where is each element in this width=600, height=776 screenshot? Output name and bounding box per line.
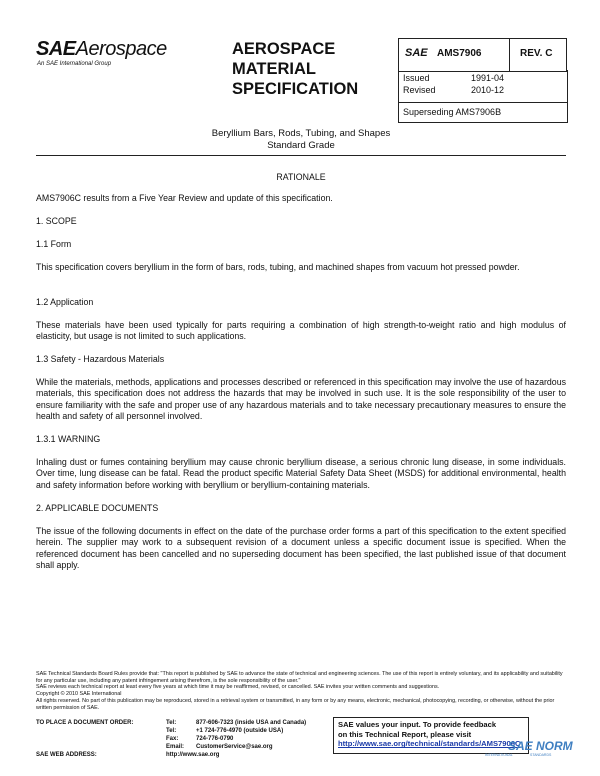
issued-label: Issued bbox=[403, 73, 430, 83]
sae-norm-watermark-logo: SAE NORM bbox=[508, 739, 573, 753]
box-sae-mark: SAE bbox=[405, 47, 428, 59]
rationale-text: AMS7906C results from a Five Year Review and update of this specification. bbox=[36, 193, 333, 203]
title-line-2: MATERIAL bbox=[232, 60, 317, 78]
order-contact-block bbox=[36, 719, 336, 759]
tel-value: 877-606-7323 (inside USA and Canada) bbox=[196, 720, 307, 726]
dates-box bbox=[398, 70, 568, 103]
fax-value: 724-776-0790 bbox=[196, 736, 234, 742]
sae-aerospace-logo bbox=[36, 38, 167, 61]
subject-line-2: Standard Grade bbox=[267, 140, 335, 151]
footer-fine-print bbox=[36, 671, 566, 711]
section-2-text: The issue of the following documents in effect on the date of the purchase order forms a part of this specification to the extent specified herein. The supplier may work to a subsequent revision of a document unless a specific document issue is specified. When the referenced document has been cancelled and no superseding document has been specified, the last published issue of that document shall apply. bbox=[36, 526, 566, 571]
revision-label: REV. C bbox=[520, 48, 553, 59]
fax-label: Fax: bbox=[166, 736, 179, 742]
norm-sub-left: INTERNATIONAL bbox=[485, 753, 513, 757]
section-1-2-heading: 1.2 Application bbox=[36, 297, 94, 307]
feedback-line-2: on this Technical Report, please visit bbox=[338, 729, 472, 739]
section-1-3-1-heading: 1.3.1 WARNING bbox=[36, 434, 101, 444]
subject-line-1: Beryllium Bars, Rods, Tubing, and Shapes bbox=[211, 128, 391, 139]
header-divider bbox=[36, 155, 566, 156]
section-1-3-heading: 1.3 Safety - Hazardous Materials bbox=[36, 354, 165, 364]
section-1-3-1-text: Inhaling dust or fumes containing beryllium may cause chronic beryllium disease, a serious chronic lung disease, in some individuals. Over time, lung disease can be fatal. Read the product specific Material Safety Data Sheet (MSDS) for additional environmental, health and safety information before working with beryllium or beryllium-containing materials. bbox=[36, 457, 566, 490]
fine-print-review: SAE reviews each technical report at least every five years at which time it may be reaffirmed, revised, or cancelled. SAE invites your written comments and suggestions. bbox=[36, 684, 440, 691]
revised-value: 2010-12 bbox=[471, 85, 505, 95]
superseding-box bbox=[398, 102, 568, 123]
web-address-link[interactable]: http://www.sae.org bbox=[166, 752, 220, 758]
title-line-1: AEROSPACE bbox=[232, 40, 336, 58]
tel2-label: Tel: bbox=[166, 728, 177, 734]
feedback-line-1: SAE values your input. To provide feedback bbox=[338, 720, 497, 729]
web-address-label: SAE WEB ADDRESS: bbox=[36, 752, 97, 758]
feedback-box bbox=[333, 717, 529, 754]
feedback-url-link[interactable]: http://www.sae.org/technical/standards/AMS7906C bbox=[338, 739, 521, 749]
logo-sae: SAE bbox=[36, 38, 76, 60]
section-1-heading: 1. SCOPE bbox=[36, 216, 77, 226]
section-2-heading: 2. APPLICABLE DOCUMENTS bbox=[36, 503, 159, 513]
fine-print-rules: SAE Technical Standards Board Rules provide that: "This report is published by SAE to advance the state of technical and engineering sciences. The use of this report is entirely voluntary, and its applicability and suitability for any particular use, including any patent infringement arising therefrom, is the sole responsibility of the user." bbox=[36, 671, 563, 684]
norm-sub-right: STANDARDS bbox=[530, 753, 552, 757]
section-1-1-heading: 1.1 Form bbox=[36, 239, 72, 249]
rationale-heading: RATIONALE bbox=[276, 172, 326, 182]
logo-tagline: An SAE International Group bbox=[37, 61, 112, 67]
fine-print-copyright: Copyright © 2010 SAE International bbox=[36, 691, 122, 698]
document-number: AMS7906 bbox=[437, 48, 482, 59]
revision-box bbox=[508, 38, 567, 72]
email-label: Email: bbox=[166, 744, 185, 750]
section-1-3-text: While the materials, methods, applications and processes described or referenced in this specification may involve the use of hazardous materials, this specification does not address the hazards that may be involved in such use. It is the sole responsibility of the user to ensure familiarity with the safe and proper use of any hazardous materials and to take necessary precautionary measures to ensure the health and safety of all personnel involved. bbox=[36, 377, 566, 422]
order-label: TO PLACE A DOCUMENT ORDER: bbox=[36, 720, 134, 726]
title-line-3: SPECIFICATION bbox=[232, 80, 359, 98]
issued-value: 1991-04 bbox=[471, 73, 505, 83]
revised-label: Revised bbox=[403, 85, 436, 95]
fine-print-rights: All rights reserved. No part of this publication may be reproduced, stored in a retrieval system or transmitted, in any form or by any means, electronic, mechanical, photocopying, recording, or otherwise, without the prior written permission of SAE. bbox=[36, 697, 555, 711]
email-link[interactable]: CustomerService@sae.org bbox=[196, 744, 273, 750]
document-type-title bbox=[232, 39, 392, 99]
document-number-box bbox=[398, 38, 510, 72]
superseding-text: Superseding AMS7906B bbox=[403, 107, 502, 117]
section-1-2-text: These materials have been used typically for parts requiring a combination of high strength-to-weight ratio and high modulus of elasticity, but usage is not limited to such applications. bbox=[36, 320, 566, 342]
logo-aerospace: Aerospace bbox=[75, 38, 167, 60]
document-subject bbox=[36, 128, 566, 152]
tel2-value: +1 724-776-4970 (outside USA) bbox=[196, 728, 284, 734]
section-1-1-text: This specification covers beryllium in the form of bars, rods, tubing, and machined shapes from vacuum hot pressed powder. bbox=[36, 262, 520, 272]
tel-label: Tel: bbox=[166, 720, 177, 726]
